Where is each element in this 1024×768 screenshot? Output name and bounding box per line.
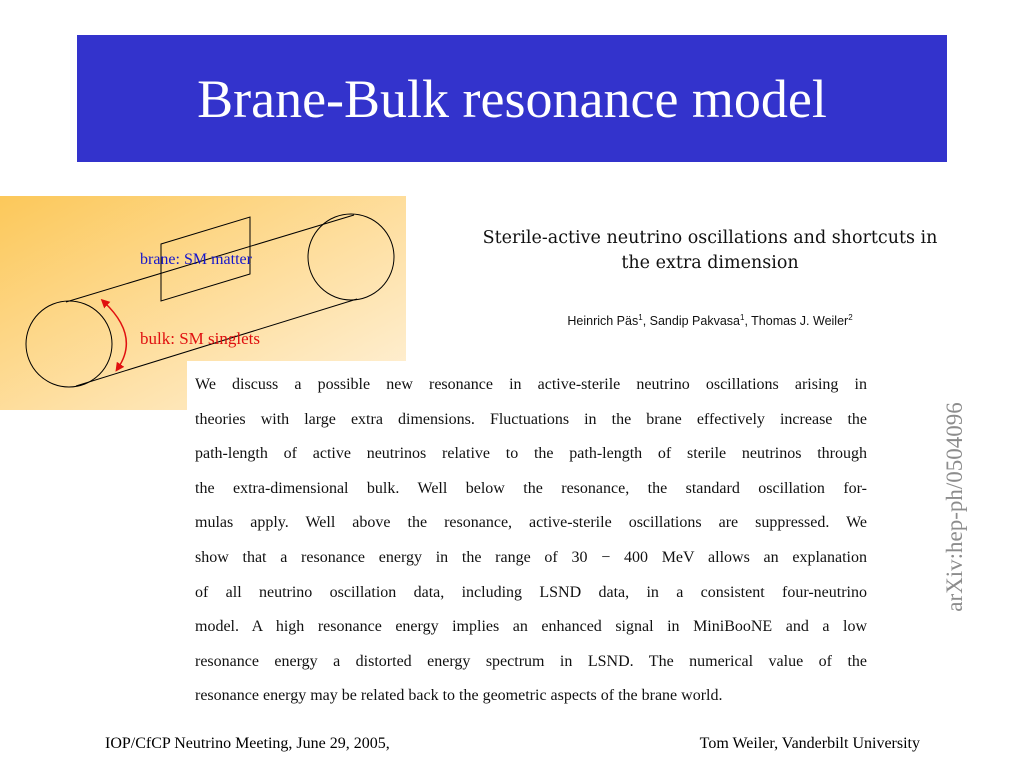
abstract-line: the extra-dimensional bulk. Well below the resonance, the standard oscillation for- [195,479,867,497]
abstract-line: theories with large extra dimensions. Fluctuations in the brane effectively increase the [195,410,867,428]
paper-title [420,226,1000,276]
arxiv-identifier: arXiv:hep-ph/0504096 [942,402,967,612]
paper-title-line: Sterile-active neutrino oscillations and shortcuts in [482,228,938,248]
footer-meeting: IOP/CfCP Neutrino Meeting, June 29, 2005, [105,735,390,752]
title-bar [77,35,947,162]
paper-authors: Heinrich Päs$^1$, Sandip Pakvasa$^1$, Thomas J. Weiler$^2$ [567,313,853,329]
abstract-line: show that a resonance energy in the range of 30 − 400 MeV allows an explanation [195,548,867,566]
abstract-line: We discuss a possible new resonance in active-sterile neutrino oscillations arising in [195,376,867,393]
abstract-line: resonance energy a distorted energy spectrum in LSND. The numerical value of the [195,652,867,670]
brane-label: brane: SM matter [140,251,252,268]
abstract-line: of all neutrino oscillation data, including LSND data, in a consistent four-neutrino [195,583,867,601]
footer-author: Tom Weiler, Vanderbilt University [699,735,920,752]
abstract-line: model. A high resonance energy implies an enhanced signal in MiniBooNE and a low [195,618,867,636]
author-name: Heinrich Päs [567,314,639,329]
paper-title-line: the extra dimension [621,253,799,273]
abstract-line: resonance energy may be related back to the geometric aspects of the brane world. [195,687,723,705]
author-affiliation: 1 [739,313,745,322]
slide-title: Brane-Bulk resonance model [197,68,827,129]
paper-abstract [187,361,892,709]
author-name: Thomas J. Weiler [751,314,849,329]
author-name: Sandip Pakvasa [649,314,740,329]
author-affiliation: 2 [848,313,853,322]
abstract-line: path-length of active neutrinos relative to the path-length of sterile neutrinos through [195,445,867,463]
author-affiliation: 1 [638,313,643,322]
abstract-line: mulas apply. Well above the resonance, active-sterile oscillations are suppressed. We [195,514,867,532]
bulk-label: bulk: SM singlets [140,329,260,348]
